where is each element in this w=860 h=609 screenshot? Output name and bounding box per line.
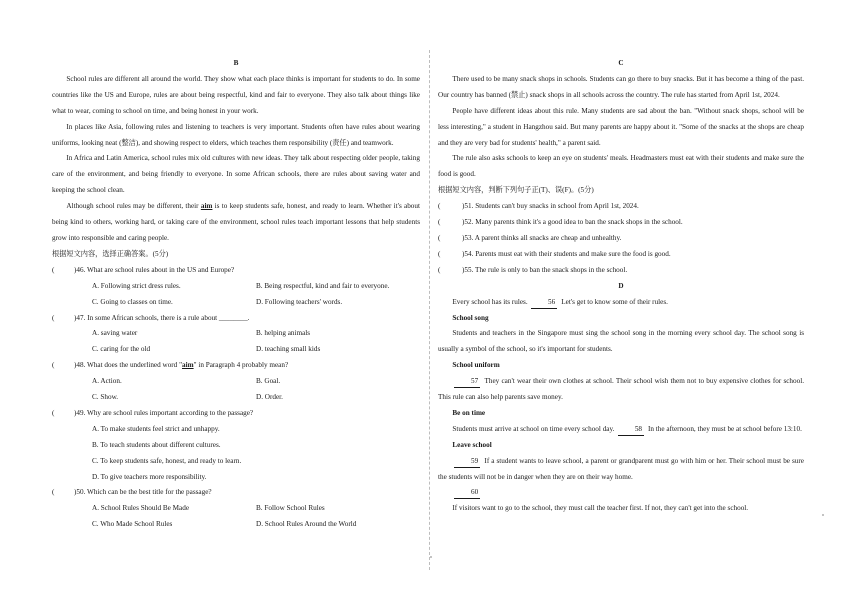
tf-question-51	[438, 199, 804, 215]
school-uniform-text	[438, 374, 804, 406]
underlined-word-aim: aim	[200, 202, 213, 211]
left-column	[52, 56, 420, 533]
answer-paren[interactable]: (	[52, 488, 55, 497]
passage-b-paragraph-3: In Africa and Latin America, school rules mix old cultures with new ideas. They talk about respecting older people, taking care of the environment, and being friendly to everyone. In some African schools, there are rules about saving water and keeping the school clean.	[52, 154, 420, 195]
option-b[interactable]: B. Goal.	[256, 377, 281, 386]
scan-speck	[430, 556, 432, 558]
section-b-heading: B	[233, 59, 239, 67]
right-column	[438, 56, 804, 517]
answer-paren[interactable]: (	[52, 408, 55, 417]
visitors-text: If visitors want to go to the school, they must call the teacher first. If not, they can't get into the school.	[452, 504, 749, 513]
blank-57[interactable]: 57	[454, 376, 480, 388]
passage-b-paragraph-2: In places like Asia, following rules and listening to teachers is very important. Students often have rules about wearing uniforms, looking neat (整洁), and showing respect to elders, which teaches them responsibility (责任) and teamwork.	[52, 122, 420, 147]
passage-c-paragraph-2: People have different ideas about this rule. Many students are sad about the ban. "Without snack shops, school will be less interesting," a student in Hangzhou said. But many parents are happy about it. "Some of the snacks at the shops are cheap and they are very bad for students' health," a parent said.	[438, 106, 804, 147]
p4-text-after: is to keep students safe, honest, and ready to learn. Whether it's about being kind to others, working hard, or taking care of the environment, school rules teach important lessons that help students grow into responsible and caring people.	[52, 202, 420, 242]
question-stem: 49. Why are school rules important according to the passage?	[76, 408, 254, 417]
column-divider	[429, 50, 430, 570]
be-on-time-text	[438, 422, 804, 438]
option-d[interactable]: D. Following teachers' words.	[256, 297, 343, 306]
answer-paren[interactable]: (	[438, 218, 441, 227]
blank-58[interactable]: 58	[618, 424, 644, 436]
option-c[interactable]: C. To keep students safe, honest, and ready to learn.	[92, 456, 242, 465]
option-a[interactable]: A. To make students feel strict and unhappy.	[92, 424, 220, 433]
option-d[interactable]: D. School Rules Around the World	[256, 520, 357, 529]
option-d[interactable]: D. Order.	[256, 393, 283, 402]
answer-paren-close: )	[462, 218, 465, 227]
question-stem: 46. What are school rules about in the US and Europe?	[76, 265, 235, 274]
time-text-after: In the afternoon, they must be at school before 13:10.	[648, 424, 802, 433]
option-d[interactable]: D. To give teachers more responsibility.	[92, 472, 207, 481]
option-a[interactable]: A. School Rules Should Be Made	[92, 504, 190, 513]
tf-question-52	[438, 215, 804, 231]
answer-paren-close: )	[74, 265, 77, 274]
uniform-text: They can't wear their own clothes at school. Their school wish them not to buy expensive clothes for school. This rule can also help parents save money.	[438, 377, 805, 402]
option-b[interactable]: B. To teach students about different cultures.	[92, 440, 221, 449]
school-song-heading: School song	[452, 313, 489, 322]
option-c[interactable]: C. Show.	[92, 393, 119, 402]
time-text-before: Students must arrive at school on time every school day.	[452, 424, 615, 433]
question-stem: 47. In some African schools, there is a rule about ________.	[76, 313, 250, 322]
tf-statement: 53. A parent thinks all snacks are cheap and unhealthy.	[464, 233, 622, 242]
question-47	[52, 311, 420, 359]
tf-question-54	[438, 247, 804, 263]
question-stem-before: 48. What does the underlined word "	[76, 361, 183, 370]
answer-paren-close: )	[462, 249, 465, 258]
question-stem: 50. Which can be the best title for the passage?	[76, 488, 212, 497]
answer-paren-close: )	[74, 361, 77, 370]
tf-statement: 52. Many parents think it's a good idea to ban the snack shops in the school.	[464, 218, 683, 227]
blank-60-line	[438, 485, 804, 501]
answer-paren-close: )	[462, 202, 465, 211]
answer-paren[interactable]: (	[438, 265, 441, 274]
option-b[interactable]: B. helping animals	[256, 329, 311, 338]
option-b[interactable]: B. Follow School Rules	[256, 504, 325, 513]
blank-60[interactable]: 60	[454, 487, 480, 499]
answer-paren[interactable]: (	[438, 233, 441, 242]
answer-paren[interactable]: (	[438, 202, 441, 211]
leave-text: If a student wants to leave school, a parent or grandparent must go with him or her. Their school must be sure the students will not be in danger when they are on their way home.	[438, 456, 804, 481]
p4-text-before: Although school rules may be different, their	[66, 202, 201, 211]
blank-59[interactable]: 59	[454, 456, 480, 468]
tf-statement: 55. The rule is only to ban the snack shops in the school.	[464, 265, 628, 274]
option-c[interactable]: C. caring for the old	[92, 345, 151, 354]
answer-paren-close: )	[462, 265, 465, 274]
option-b[interactable]: B. Being respectful, kind and fair to everyone.	[256, 281, 390, 290]
section-c-heading: C	[618, 59, 624, 67]
leave-school-text	[438, 454, 804, 486]
section-b-instruction: 根据短文内容，选择正确答案。(5分)	[52, 249, 169, 258]
intro-text-after: Let's get to know some of their rules.	[561, 297, 668, 306]
option-c[interactable]: C. Going to classes on time.	[92, 297, 173, 306]
passage-c-paragraph-1: There used to be many snack shops in schools. Students can go there to buy snacks. But it has become a thing of the past. Our country has banned (禁止) snack shops in all schools across the country. The rule has started from April 1st, 2024.	[438, 74, 804, 99]
question-46	[52, 263, 420, 311]
option-a[interactable]: A. Following strict dress rules.	[92, 281, 181, 290]
passage-d-intro	[438, 295, 804, 311]
scan-speck	[822, 514, 824, 516]
leave-school-heading: Leave school	[452, 440, 492, 449]
question-48	[52, 358, 420, 406]
answer-paren-close: )	[74, 488, 77, 497]
answer-paren[interactable]: (	[52, 265, 55, 274]
answer-paren-close: )	[462, 233, 465, 242]
tf-question-55	[438, 263, 804, 279]
blank-56[interactable]: 56	[531, 297, 557, 309]
option-d[interactable]: D. teaching small kids	[256, 345, 321, 354]
question-49	[52, 406, 420, 486]
passage-b-paragraph-4	[52, 199, 420, 247]
school-uniform-heading: School uniform	[452, 361, 500, 370]
section-d-heading: D	[618, 281, 624, 290]
answer-paren[interactable]: (	[52, 361, 55, 370]
tf-statement: 54. Parents must eat with their students and make sure the food is good.	[464, 249, 671, 258]
answer-paren-close: )	[74, 313, 77, 322]
question-stem-word: aim	[182, 361, 194, 370]
option-c[interactable]: C. Who Made School Rules	[92, 520, 173, 529]
question-50	[52, 485, 420, 533]
option-a[interactable]: A. Action.	[92, 377, 122, 386]
school-song-text: Students and teachers in the Singapore must sing the school song in the morning every school day. The school song is usually a symbol of the school, so it's important for students.	[438, 329, 804, 354]
passage-b-paragraph-1: School rules are different all around the world. They show what each place thinks is important for students to do. In some countries like the US and Europe, rules are about being respectful, kind and fair to everyone. They also talk about things like what to wear, coming to school on time, and being honest in your work.	[52, 74, 420, 115]
option-a[interactable]: A. saving water	[92, 329, 138, 338]
be-on-time-heading: Be on time	[452, 408, 486, 417]
answer-paren-close: )	[74, 408, 77, 417]
tf-statement: 51. Students can't buy snacks in school from April 1st, 2024.	[464, 202, 639, 211]
intro-text-before: Every school has its rules.	[452, 297, 528, 306]
passage-c-paragraph-3: The rule also asks schools to keep an eye on students' meals. Headmasters must eat with their students and make sure the food is good.	[438, 154, 804, 179]
question-stem-after: " in Paragraph 4 probably mean?	[193, 361, 289, 370]
answer-paren[interactable]: (	[438, 249, 441, 258]
answer-paren[interactable]: (	[52, 313, 55, 322]
tf-question-53	[438, 231, 804, 247]
section-c-instruction: 根据短文内容，判断下列句子正(T)、误(F)。(5分)	[438, 186, 594, 195]
